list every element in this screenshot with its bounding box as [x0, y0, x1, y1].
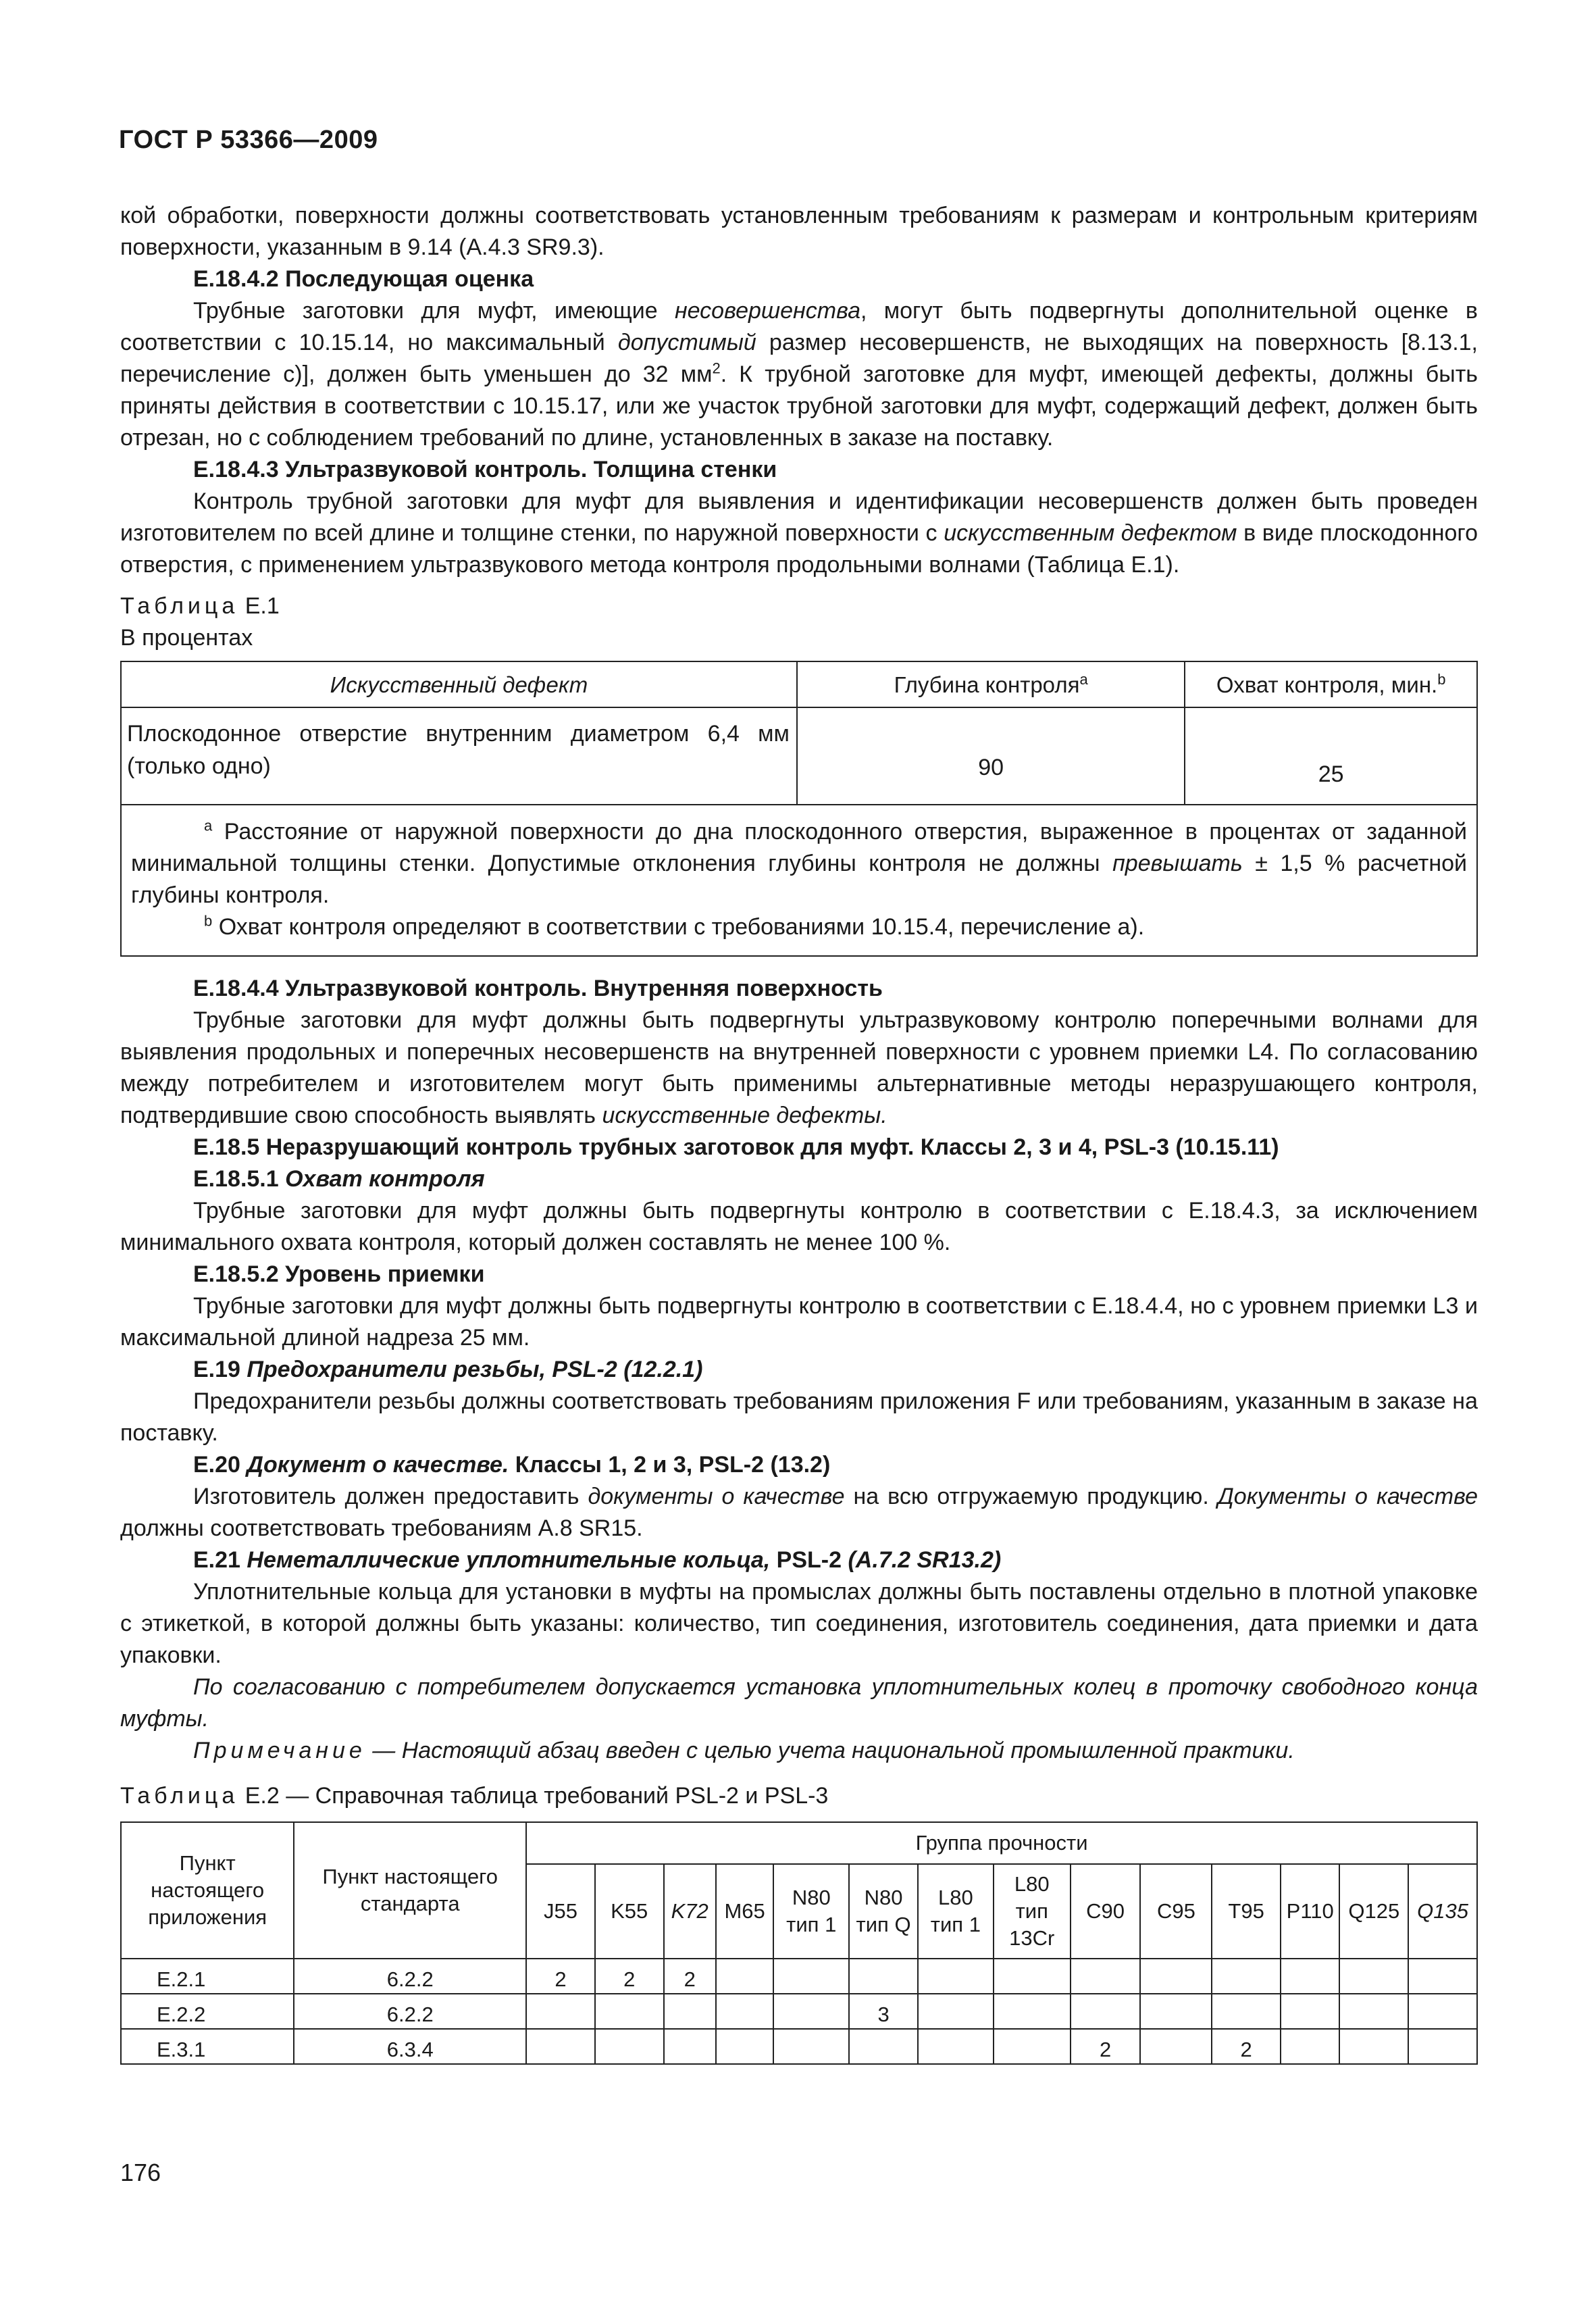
table1-caption: Таблица Е.1: [120, 593, 280, 619]
table2-cell-standard-clause: 6.2.2: [294, 1959, 526, 1994]
table1-header-depth: Глубина контроля$^a$: [797, 661, 1185, 707]
section-heading-e1851: Е.18.5.1 Охват контроля: [193, 1166, 485, 1192]
grade-C90: C90: [1071, 1864, 1141, 1959]
table-e2: [120, 1821, 1478, 2065]
table2-cell-standard-clause: 6.2.2: [294, 1994, 526, 2029]
table2-header-strength-group: Группа прочности: [526, 1822, 1477, 1864]
table2-cell-value: [994, 1994, 1071, 2029]
table1-cell-coverage: 25: [1185, 707, 1477, 805]
table2-cell-value: [1408, 1994, 1477, 2029]
table2-cell-value: 3: [849, 1994, 918, 2029]
table2-cell-appendix-clause: Е.2.1: [121, 1959, 294, 1994]
table1-unit: В процентах: [120, 625, 253, 651]
table2-cell-value: [1212, 1994, 1281, 2029]
table1-header-coverage: Охват контроля, мин.$^b$: [1185, 661, 1477, 707]
table2-cell-value: 2: [595, 1959, 664, 1994]
table2-cell-value: [1140, 1959, 1212, 1994]
table2-cell-value: [773, 1959, 849, 1994]
table2-cell-value: [994, 1959, 1071, 1994]
table2-cell-value: [849, 2029, 918, 2064]
table2-cell-value: [918, 2029, 994, 2064]
table2-row: [121, 1994, 1477, 2029]
table2-cell-standard-clause: 6.3.4: [294, 2029, 526, 2064]
table2-cell-value: [716, 1994, 773, 2029]
table2-cell-value: [1140, 2029, 1212, 2064]
table1-header-defect: Искусственный дефект: [121, 661, 797, 707]
table2-cell-appendix-clause: Е.3.1: [121, 2029, 294, 2064]
table2-cell-value: [849, 1959, 918, 1994]
table2-cell-value: [773, 2029, 849, 2064]
table2-cell-value: [1408, 1959, 1477, 1994]
table2-cell-value: [716, 1959, 773, 1994]
table2-cell-value: [664, 1994, 716, 2029]
table2-caption: Таблица Е.2 — Справочная таблица требований PSL-2 и PSL-3: [120, 1783, 829, 1809]
table2-cell-value: 2: [664, 1959, 716, 1994]
section-heading-e185: Е.18.5 Неразрушающий контроль трубных заготовок для муфт. Классы 2, 3 и 4, PSL-3 (10.15.11): [193, 1134, 1279, 1160]
grade-M65: M65: [716, 1864, 773, 1959]
grade-K72: K72: [664, 1864, 716, 1959]
document-body: [120, 200, 1478, 2065]
table1-footnote-a: $^a$ Расстояние от наружной поверхности до дна плоскодонного отверстия, выраженное в процентах от заданной минимальной толщины стенки. Допустимые отклонения глубины контроля не должны превышать ± 1,5 % расчетной глубины контроля.: [131, 817, 1467, 908]
table1-footnotes: [121, 805, 1477, 956]
table-e1: [120, 661, 1478, 957]
section-heading-e1842: Е.18.4.2 Последующая оценка: [193, 266, 534, 292]
table2-cell-value: [918, 1959, 994, 1994]
table2-header-appendix-clause: Пункт настоящего приложения: [121, 1822, 294, 1959]
table2-cell-value: [595, 2029, 664, 2064]
table2-cell-value: [1071, 1959, 1141, 1994]
grade-N80-typeQ: N80 тип Q: [849, 1864, 918, 1959]
table2-cell-value: [1339, 1959, 1408, 1994]
section-heading-e1843: Е.18.4.3 Ультразвуковой контроль. Толщина стенки: [193, 457, 777, 482]
paragraph-e20: Изготовитель должен предоставить документы о качестве на всю отгружаемую продукцию. Документы о качестве должны соответствовать требованиям А.8 SR15.: [120, 1484, 1478, 1541]
paragraph-e1844: Трубные заготовки для муфт должны быть подвергнуты ультразвуковому контролю поперечными волнами для выявления продольных и поперечных несовершенств на внутренней поверхности с уровнем приемки L4. По согласованию между потребителем и изготовителем могут быть применимы альтернативные методы неразрушающего контроля, подтвердившие свою способность выявлять искусственные дефекты.: [120, 1007, 1478, 1128]
table2-cell-value: 2: [1212, 2029, 1281, 2064]
grade-C95: C95: [1140, 1864, 1212, 1959]
table2-cell-value: [773, 1994, 849, 2029]
note-e21: Примечание — Настоящий абзац введен с целью учета национальной промышленной практики.: [193, 1738, 1295, 1763]
table2-row: [121, 1959, 1477, 1994]
section-heading-e21: Е.21 Неметаллические уплотнительные кольца, PSL-2 (А.7.2 SR13.2): [193, 1547, 1002, 1573]
table2-cell-value: [664, 2029, 716, 2064]
paragraph-e1842: Трубные заготовки для муфт, имеющие несовершенства, могут быть подвергнуты дополнительной оценке в соответствии с 10.15.14, но максимальный допустимый размер несовершенств, не выходящих на поверхность [8.13.1, перечисление c)], должен быть уменьшен до 32 $мм^2$. К трубной заготовке для муфт, имеющей дефекты, должны быть приняты действия в соответствии с 10.15.17, или же участок трубной заготовки для муфт, содержащий дефект, должен быть отрезан, но с соблюдением требований по длине, установленных в заказе на поставку.: [120, 298, 1478, 451]
table2-cell-value: [526, 2029, 595, 2064]
paragraph-e21: Уплотнительные кольца для установки в муфты на промыслах должны быть поставлены отдельно в плотной упаковке с этикеткой, в которой должны быть указаны: количество, тип соединения, изготовитель соединения, дата приемки и дата упаковки.: [120, 1579, 1478, 1668]
grade-N80-type1: N80 тип 1: [773, 1864, 849, 1959]
section-heading-e19: Е.19 Предохранители резьбы, PSL-2 (12.2.1): [193, 1357, 703, 1382]
grade-Q135: Q135: [1408, 1864, 1477, 1959]
table1-cell-defect: Плоскодонное отверстие внутренним диаметром 6,4 мм (только одно): [121, 707, 797, 805]
grade-P110: P110: [1281, 1864, 1339, 1959]
table2-cell-value: [918, 1994, 994, 2029]
table2-cell-value: [1140, 1994, 1212, 2029]
section-heading-e1844: Е.18.4.4 Ультразвуковой контроль. Внутренняя поверхность: [193, 976, 883, 1001]
table1-footnote-b: $^b$ Охват контроля определяют в соответствии с требованиями 10.15.4, перечисление а).: [204, 912, 1145, 940]
grade-J55: J55: [526, 1864, 595, 1959]
page-number: 176: [120, 2159, 161, 2186]
table2-row: [121, 2029, 1477, 2064]
paragraph-continuation: кой обработки, поверхности должны соответствовать установленным требованиям к размерам и контрольным критериям поверхности, указанным в 9.14 (А.4.3 SR9.3).: [120, 203, 1478, 260]
table1-cell-depth: 90: [797, 707, 1185, 805]
table2-cell-value: [1339, 1994, 1408, 2029]
paragraph-e19: Предохранители резьбы должны соответствовать требованиям приложения F или требованиям, указанным в заказе на поставку.: [120, 1388, 1478, 1446]
grade-L80-type1: L80 тип 1: [918, 1864, 994, 1959]
paragraph-e1852: Трубные заготовки для муфт должны быть подвергнуты контролю в соответствии с Е.18.4.4, но с уровнем приемки L3 и максимальной длиной надреза 25 мм.: [120, 1293, 1478, 1351]
table2-header-standard-clause: Пункт настоящего стандарта: [294, 1822, 526, 1959]
paragraph-e1843: Контроль трубной заготовки для муфт для выявления и идентификации несовершенств должен быть проведен изготовителем по всей длине и толщине стенки, по наружной поверхности с искусственным дефектом в виде плоскодонного отверстия, с применением ультразвукового метода контроля продольными волнами (Таблица Е.1).: [120, 488, 1478, 578]
section-heading-e1852: Е.18.5.2 Уровень приемки: [193, 1261, 485, 1287]
table2-cell-value: [1281, 2029, 1339, 2064]
grade-L80-type13Cr: L80 тип 13Cr: [994, 1864, 1071, 1959]
table2-cell-value: [1212, 1959, 1281, 1994]
table2-cell-value: [994, 2029, 1071, 2064]
table2-cell-appendix-clause: Е.2.2: [121, 1994, 294, 2029]
grade-T95: T95: [1212, 1864, 1281, 1959]
document-header: ГОСТ Р 53366—2009: [119, 126, 378, 154]
grade-K55: K55: [595, 1864, 664, 1959]
table2-cell-value: [595, 1994, 664, 2029]
table2-cell-value: [1281, 1959, 1339, 1994]
table2-cell-value: [526, 1994, 595, 2029]
paragraph-e21-national: По согласованию с потребителем допускается установка уплотнительных колец в проточку свободного конца муфты.: [120, 1674, 1478, 1732]
table2-cell-value: 2: [526, 1959, 595, 1994]
table2-cell-value: [1339, 2029, 1408, 2064]
grade-Q125: Q125: [1339, 1864, 1408, 1959]
table2-cell-value: [716, 2029, 773, 2064]
paragraph-e1851: Трубные заготовки для муфт должны быть подвергнуты контролю в соответствии с Е.18.4.3, за исключением минимального охвата контроля, который должен составлять не менее 100 %.: [120, 1198, 1478, 1255]
table2-cell-value: 2: [1071, 2029, 1141, 2064]
table2-body: [121, 1959, 1477, 2064]
table2-cell-value: [1408, 2029, 1477, 2064]
section-heading-e20: Е.20 Документ о качестве. Классы 1, 2 и 3, PSL-2 (13.2): [193, 1452, 831, 1478]
table2-cell-value: [1071, 1994, 1141, 2029]
table2-cell-value: [1281, 1994, 1339, 2029]
